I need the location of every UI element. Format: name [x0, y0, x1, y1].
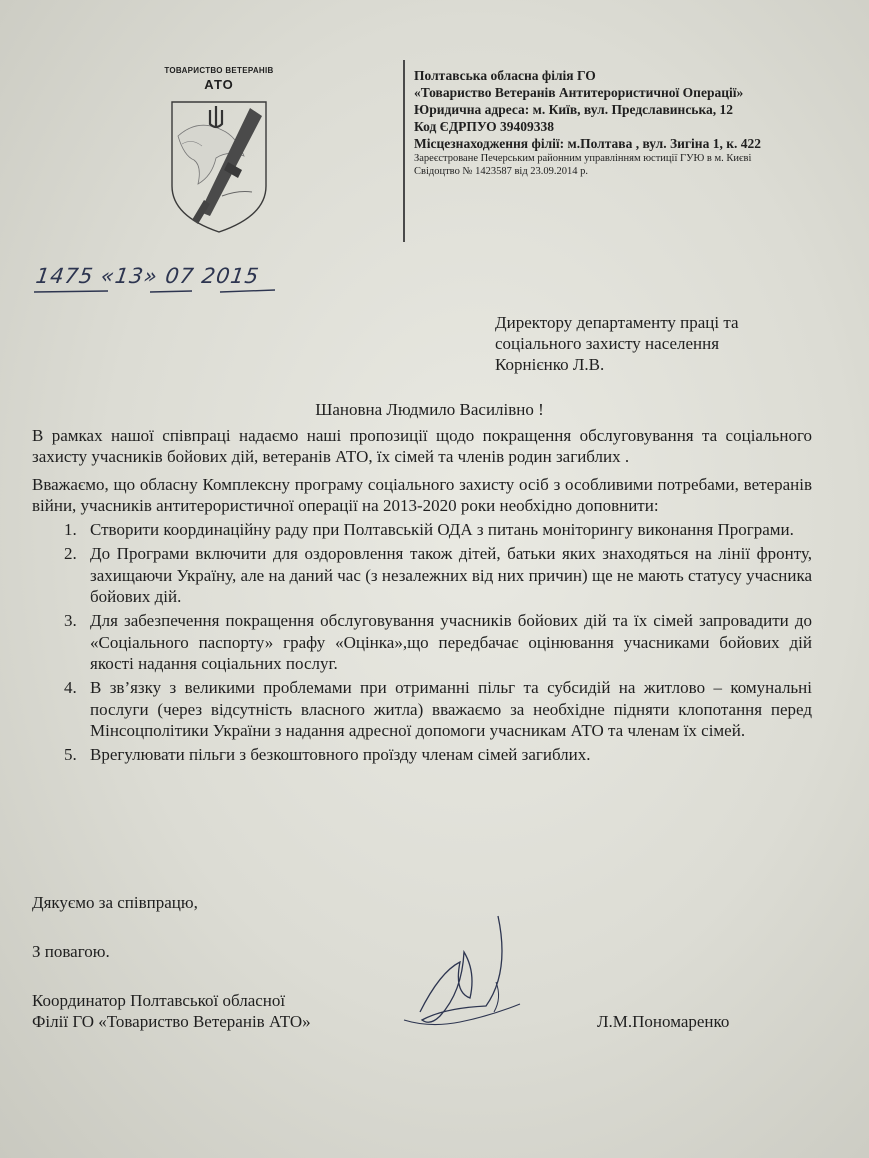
proposal-list [32, 519, 812, 765]
coordinator-line: Координатор Полтавської обласної [32, 991, 286, 1010]
org-line: «Товариство Ветеранів Антитерористичної Операції» [414, 85, 744, 100]
org-line: Код ЄДРПУО 39409338 [414, 119, 554, 134]
recipient-block [495, 312, 739, 375]
org-line: Юридична адреса: м. Київ, вул. Предславинська, 12 [414, 102, 734, 117]
list-item: 2. До Програми включити для оздоровлення також дітей, батьки яких знаходяться на лінії фронту, захищаючи Україну, але на даний час (з незалежних від них причин) ще не мають статусу учасника бойових дій. [64, 544, 812, 607]
organization-details [414, 67, 864, 178]
registration-line: Свідоцтво № 1423587 від 23.09.2014 р. [414, 166, 589, 177]
letter-body [32, 425, 812, 765]
list-item: 3. Для забезпечення покращення обслуговування учасників бойових дій та їх сімей запровадити до «Соціального паспорту» графу «Оцінка»,що передбачає оцінювання учасниками бойових дій якості надання соціальних послуг. [64, 611, 812, 673]
outgoing-number-text: 1475 «13» 07 2015 [34, 264, 261, 288]
salutation: Шановна Людмило Василівно ! [315, 400, 544, 419]
registration-line: Зареєстроване Печерським районним управлінням юстиції ГУЮ в м. Києві [414, 153, 752, 164]
coordinator-line: Філії ГО «Товариство Ветеранів АТО» [32, 1012, 311, 1031]
logo-top-text: ТОВАРИСТВО ВЕТЕРАНІВ [164, 66, 274, 75]
ato-veterans-logo [158, 66, 280, 236]
list-item: 4. В зв’язку з великими проблемами при отриманні пільг та субсидій на житлово – комунальні послуги (через відсутність власного житла) вважаємо за необхідне підняти клопотання перед Мінсоцполітики України з надання адресної допомоги учасникам АТО та членам їх сімей. [64, 678, 812, 740]
body-paragraph: В рамках нашої співпраці надаємо наші пропозиції щодо покращення обслуговування та соціального захисту учасників бойових дій, ветеранів АТО, їх сімей та членів родин загиблих . [32, 426, 812, 467]
outgoing-number-handwritten [30, 258, 280, 298]
org-line: Місцезнаходження філії: м.Полтава , вул. Зигіна 1, к. 422 [414, 136, 761, 151]
recipient-line: Директору департаменту праці та [495, 313, 739, 332]
closing-regards: З повагою. [32, 942, 110, 961]
letterhead-divider [403, 60, 405, 242]
list-item: 5. Врегулювати пільги з безкоштовного проїзду членам сімей загиблих. [64, 745, 591, 765]
coordinator-title [32, 990, 311, 1032]
closing-thanks: Дякуємо за співпрацю, [32, 893, 198, 912]
org-line: Полтавська обласна філія ГО [414, 68, 596, 83]
list-item: 1. Створити координаційну раду при Полтавській ОДА з питань моніторингу виконання Програми. [64, 520, 794, 540]
signer-name: Л.М.Пономаренко [597, 1012, 730, 1031]
logo-main-text: АТО [204, 77, 234, 92]
recipient-line: Корнієнко Л.В. [495, 355, 605, 374]
recipient-line: соціального захисту населення [495, 334, 720, 353]
body-paragraph: Вважаємо, що обласну Комплексну програму соціального захисту осіб з особливими потребами, ветеранів війни, учасників антитерористичної операції на 2013-2020 роки необхідно доповнити: [32, 474, 812, 515]
handwritten-signature [400, 912, 570, 1037]
